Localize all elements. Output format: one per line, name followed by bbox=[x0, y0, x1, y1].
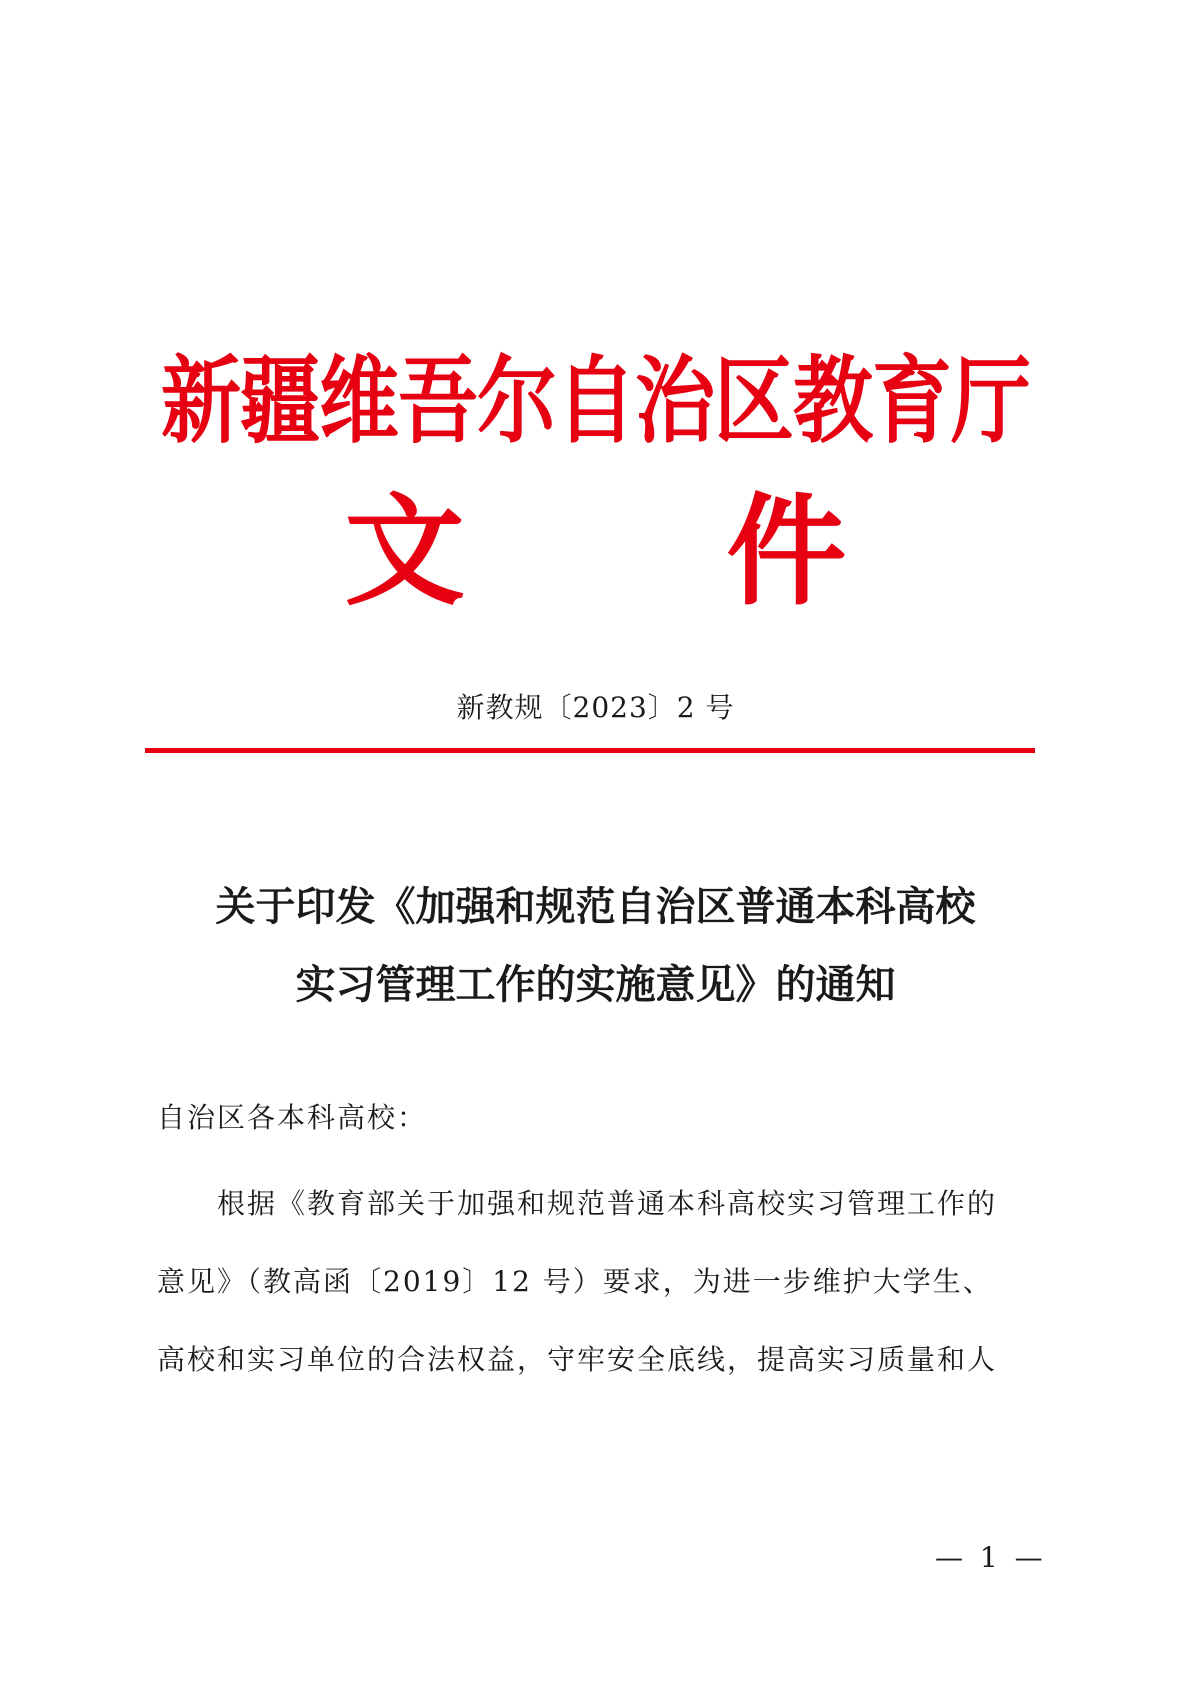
body-line-2: 意见》（教高函〔2019〕12 号）要求，为进一步维护大学生、 bbox=[157, 1265, 993, 1298]
document-type: 文 件 bbox=[344, 483, 957, 622]
body-line-1: 根据《教育部关于加强和规范普通本科高校实习管理工作的 bbox=[217, 1187, 998, 1220]
notice-title-line-1: 关于印发《加强和规范自治区普通本科高校 bbox=[215, 883, 976, 930]
document-number: 新教规〔2023〕2 号 bbox=[456, 691, 735, 724]
issuer-name: 新疆维吾尔自治区教育厅 bbox=[161, 346, 1030, 456]
red-separator-rule bbox=[145, 748, 1035, 753]
page-number: — 1 — bbox=[935, 1541, 1047, 1574]
salutation: 自治区各本科高校： bbox=[157, 1101, 428, 1134]
body-text bbox=[157, 1165, 1037, 1399]
notice-title-line-2: 实习管理工作的实施意见》的通知 bbox=[295, 961, 896, 1008]
notice-title bbox=[0, 868, 1191, 1024]
body-line-3: 高校和实习单位的合法权益，守牢安全底线，提高实习质量和人 bbox=[157, 1343, 998, 1376]
